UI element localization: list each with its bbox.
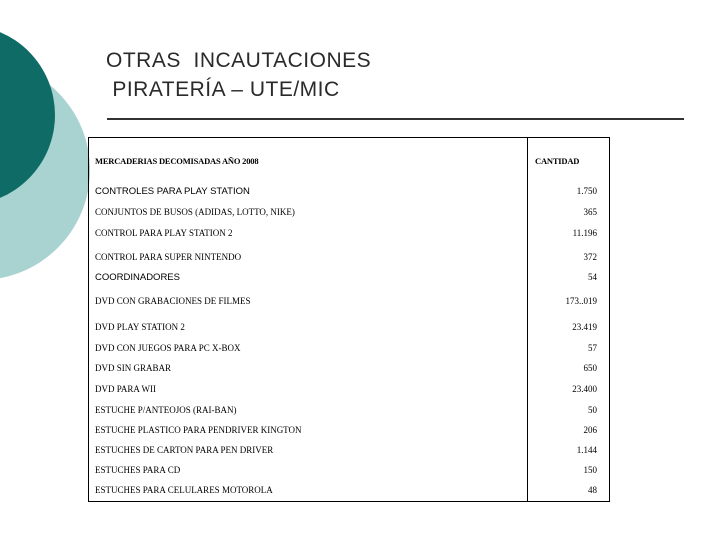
title-line-1: OTRAS INCAUTACIONES <box>106 49 372 72</box>
row-item: ESTUCHES PARA CELULARES MOTOROLA <box>95 485 273 495</box>
row-quantity: 11.196 <box>572 228 597 238</box>
row-item: DVD SIN GRABAR <box>95 363 172 373</box>
row-item: DVD CON JUEGOS PARA PC X-BOX <box>95 343 241 353</box>
row-item: CONTROL PARA SUPER NINTENDO <box>95 252 242 262</box>
row-quantity: 57 <box>588 343 597 353</box>
header-quantity: CANTIDAD <box>535 156 580 166</box>
slide-title <box>106 46 371 104</box>
header-item: MERCADERIAS DECOMISADAS AÑO 2008 <box>95 156 259 166</box>
row-item: ESTUCHES PARA CD <box>95 465 181 475</box>
row-quantity: 650 <box>583 363 597 373</box>
row-quantity: 173..019 <box>565 296 597 306</box>
row-item: COORDINADORES <box>95 272 180 283</box>
row-quantity: 23.400 <box>572 384 597 394</box>
row-item: ESTUCHE PLASTICO PARA PENDRIVER KINGTON <box>95 425 302 435</box>
row-quantity: 54 <box>588 272 597 282</box>
row-item: ESTUCHE P/ANTEOJOS (RAI-BAN) <box>95 405 237 415</box>
table-column-divider <box>527 137 528 502</box>
row-quantity: 206 <box>583 425 597 435</box>
title-line-2: PIRATERÍA – UTE/MIC <box>106 78 340 101</box>
row-quantity: 365 <box>583 207 597 217</box>
row-quantity: 48 <box>588 485 597 495</box>
row-item: DVD PLAY STATION 2 <box>95 322 185 332</box>
row-item: CONTROL PARA PLAY STATION 2 <box>95 228 233 238</box>
row-item: DVD PARA WII <box>95 384 157 394</box>
title-divider <box>107 118 684 120</box>
row-quantity: 1.750 <box>576 186 597 196</box>
row-item: DVD CON GRABACIONES DE FILMES <box>95 296 251 306</box>
row-quantity: 50 <box>588 405 597 415</box>
row-quantity: 150 <box>583 465 597 475</box>
row-item: CONTROLES PARA PLAY STATION <box>95 186 250 197</box>
row-item: CONJUNTOS DE BUSOS (ADIDAS, LOTTO, NIKE) <box>95 207 295 217</box>
row-quantity: 1.144 <box>576 445 597 455</box>
row-quantity: 372 <box>583 252 597 262</box>
row-item: ESTUCHES DE CARTON PARA PEN DRIVER <box>95 445 274 455</box>
row-quantity: 23.419 <box>572 322 597 332</box>
